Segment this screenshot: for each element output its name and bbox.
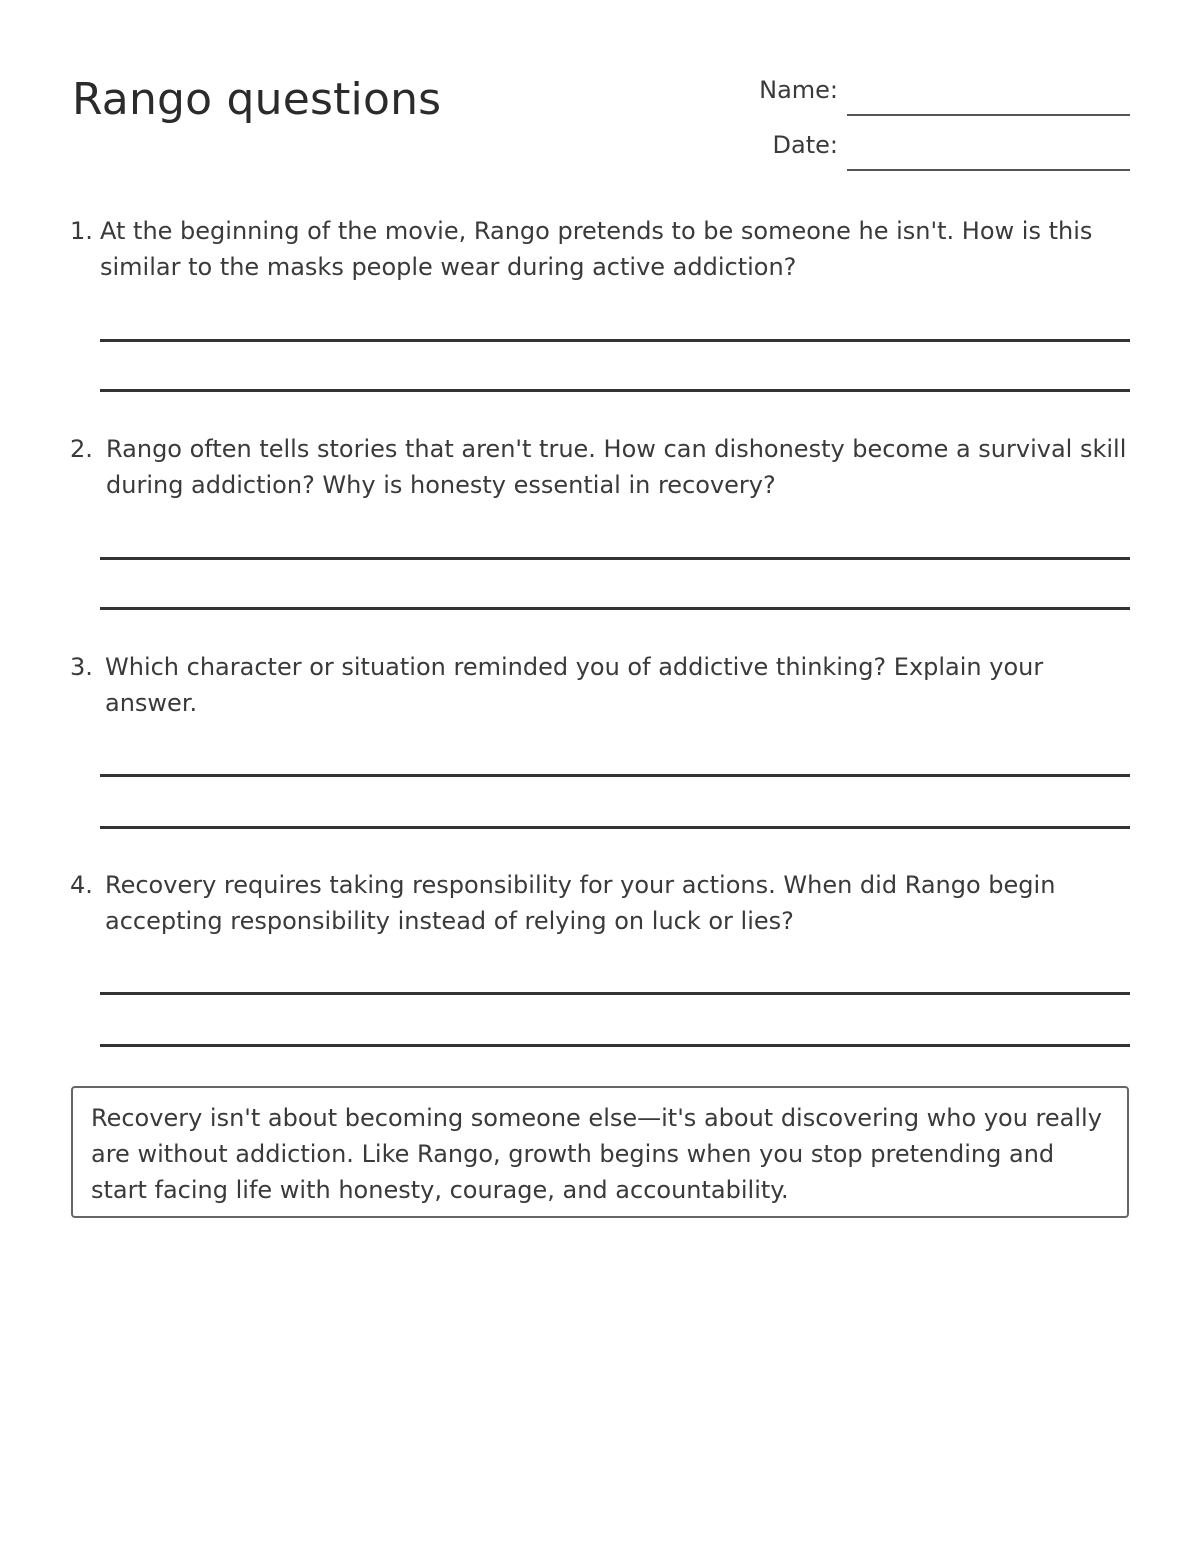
question-3-text: Which character or situation reminded you of addictive thinking? Explain your answer. xyxy=(105,653,1044,717)
date-field xyxy=(700,131,1130,171)
question-1 xyxy=(70,213,1130,285)
page-title: Rango questions xyxy=(72,74,442,125)
question-3-text-block xyxy=(70,649,1130,721)
question-1-text-block xyxy=(70,213,1130,285)
question-4-text: Recovery requires taking responsibility for your actions. When did Rango begin accepting responsibility instead of relying on luck or lies? xyxy=(105,871,1056,935)
question-4 xyxy=(70,867,1130,939)
date-label: Date: xyxy=(772,131,838,159)
question-2-answer-line-2[interactable] xyxy=(100,607,1130,610)
name-label: Name: xyxy=(759,76,838,104)
question-1-answer-line-1[interactable] xyxy=(100,339,1130,342)
question-3-answer-line-1[interactable] xyxy=(100,774,1130,777)
question-3-answer-line-2[interactable] xyxy=(100,826,1130,829)
question-4-number: 4. xyxy=(70,871,93,899)
question-1-number: 1. xyxy=(70,217,93,245)
date-input-line[interactable] xyxy=(847,169,1130,171)
question-3-number: 3. xyxy=(70,653,93,681)
name-field xyxy=(700,76,1130,116)
closing-note-text: Recovery isn't about becoming someone else—it's about discovering who you really are without addiction. Like Rango, growth begins when you stop pretending and start facing life with honesty, courage, and accountability. xyxy=(91,1104,1102,1204)
question-2-text: Rango often tells stories that aren't true. How can dishonesty become a survival skill during addiction? Why is honesty essential in recovery? xyxy=(106,435,1127,499)
question-2-answer-line-1[interactable] xyxy=(100,557,1130,560)
question-2 xyxy=(70,431,1130,503)
question-1-text: At the beginning of the movie, Rango pretends to be someone he isn't. How is this similar to the masks people wear during active addiction? xyxy=(100,217,1093,281)
question-1-answer-line-2[interactable] xyxy=(100,389,1130,392)
closing-note-box xyxy=(71,1086,1129,1218)
question-2-number: 2. xyxy=(70,435,93,463)
question-4-answer-line-2[interactable] xyxy=(100,1044,1130,1047)
question-4-text-block xyxy=(70,867,1130,939)
question-3 xyxy=(70,649,1130,721)
name-input-line[interactable] xyxy=(847,114,1130,116)
question-4-answer-line-1[interactable] xyxy=(100,992,1130,995)
question-2-text-block xyxy=(70,431,1130,503)
